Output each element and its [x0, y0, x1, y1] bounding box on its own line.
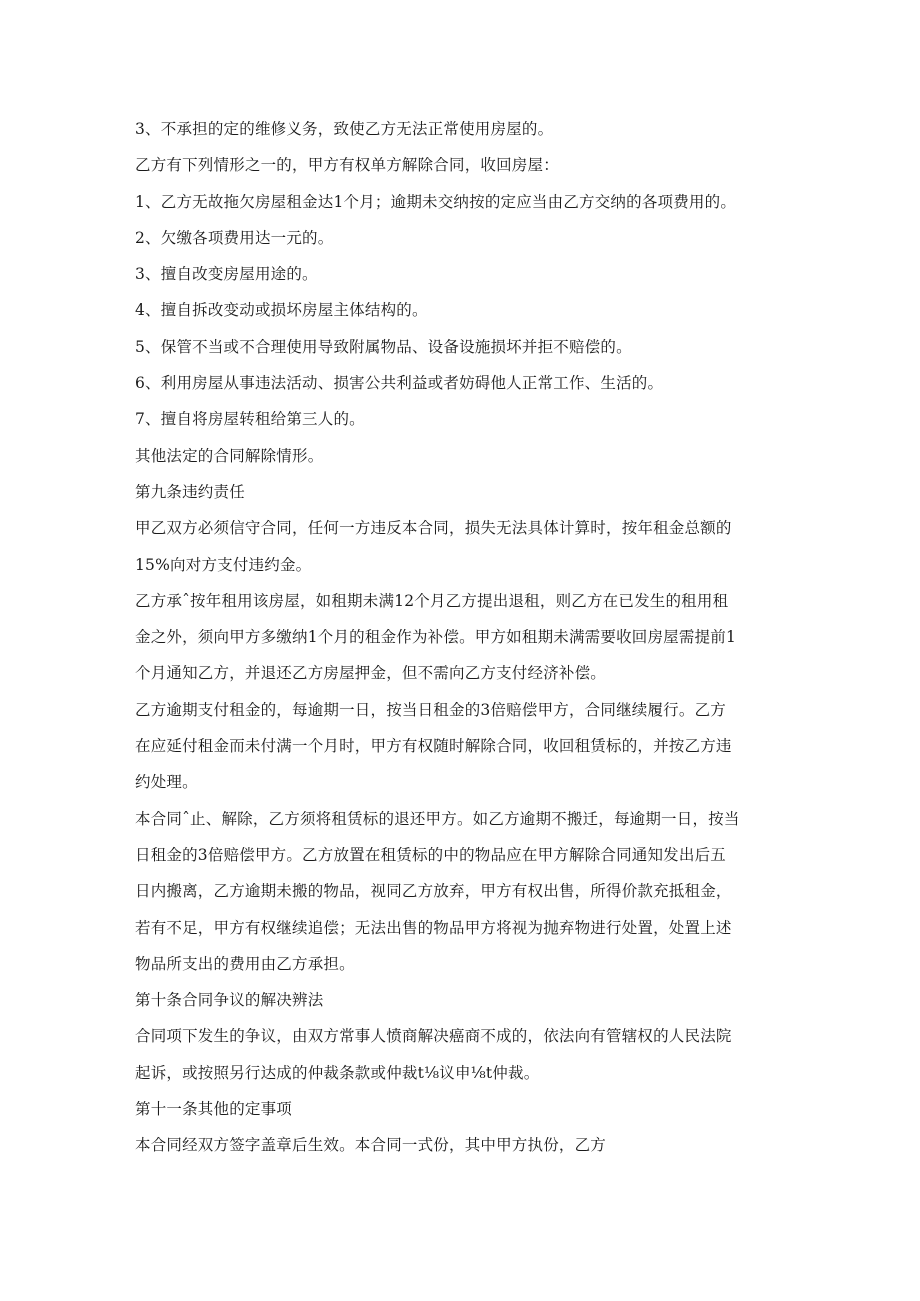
text-line: 乙方逾期支付租金的，每逾期一日，按当日租金的3倍赔偿甲方，合同继续履行。乙方	[135, 700, 726, 719]
text-line: 乙方承ˆ按年租用该房屋，如租期未满12个月乙方提出退租，则乙方在已发生的租用租	[135, 591, 729, 610]
text-line: 日内搬离，乙方逾期未搬的物品，视同乙方放弃，甲方有权出售，所得价款充抵租金，	[135, 882, 732, 901]
text-line: 乙方有下列情形之一的，甲方有权单方解除合同，收回房屋：	[135, 156, 559, 175]
text-line: 6、利用房屋从事违法活动、损害公共利益或者妨碍他人正常工作、生活的。	[135, 374, 664, 393]
text-line: 本合同经双方签字盖章后生效。本合同一式份，其中甲方执份，乙方	[135, 1136, 607, 1155]
section-heading: 第九条违约责任	[135, 482, 245, 501]
text-line: 在应延付租金而未付满一个月时，甲方有权随时解除合同，收回租赁标的，并按乙方违	[135, 737, 732, 756]
text-line: 3、擅自改变房屋用途的。	[135, 265, 318, 284]
text-line: 个月通知乙方，并退还乙方房屋押金，但不需向乙方支付经济补偿。	[135, 664, 607, 683]
text-line: 甲乙双方必须信守合同，任何一方违反本合同，损失无法具体计算时，按年租金总额的	[135, 519, 732, 538]
text-line: 物品所支出的费用由乙方承担。	[135, 954, 355, 973]
text-line: 起诉，或按照另行达成的仲裁条款或仲裁t⅛议申⅛t仲裁。	[135, 1063, 540, 1082]
text-line: 约处理。	[135, 773, 198, 792]
text-line: 其他法定的合同解除情形。	[135, 446, 324, 465]
text-line: 2、欠缴各项费用达一元的。	[135, 228, 334, 247]
text-line: 7、擅自将房屋转租给第三人的。	[135, 410, 365, 429]
section-heading: 第十条合同争议的解决辨法	[135, 991, 324, 1010]
text-line: 15%向对方支付违约金。	[135, 555, 312, 574]
text-line: 1、乙方无故拖欠房屋租金达1个月；逾期未交纳按的定应当由乙方交纳的各项费用的。	[135, 192, 737, 211]
text-line: 日租金的3倍赔偿甲方。乙方放置在租赁标的中的物品应在甲方解除合同通知发出后五	[135, 845, 726, 864]
text-line: 金之外，须向甲方多缴纳1个月的租金作为补偿。甲方如租期未满需要收回房屋需提前1	[135, 628, 737, 647]
text-line: 4、擅自拆改变动或损坏房屋主体结构的。	[135, 301, 428, 320]
text-line: 本合同ˆ止、解除，乙方须将租赁标的退还甲方。如乙方逾期不搬迁，每逾期一日，按当	[135, 809, 740, 828]
text-line: 若有不足，甲方有权继续追偿；无法出售的物品甲方将视为抛弃物进行处置，处置上述	[135, 918, 732, 937]
document-body	[135, 115, 795, 1168]
text-line: 合同项下发生的争议，由双方常事人愤商解决癌商不成的，依法向有管辖权的人民法院	[135, 1027, 732, 1046]
text-line: 5、保管不当或不合理使用导致附属物品、设备设施损坏并拒不赔偿的。	[135, 337, 632, 356]
section-heading: 第十一条其他的定事项	[135, 1100, 293, 1119]
text-line: 3、不承担的定的维修义务，致使乙方无法正常使用房屋的。	[135, 120, 554, 138]
